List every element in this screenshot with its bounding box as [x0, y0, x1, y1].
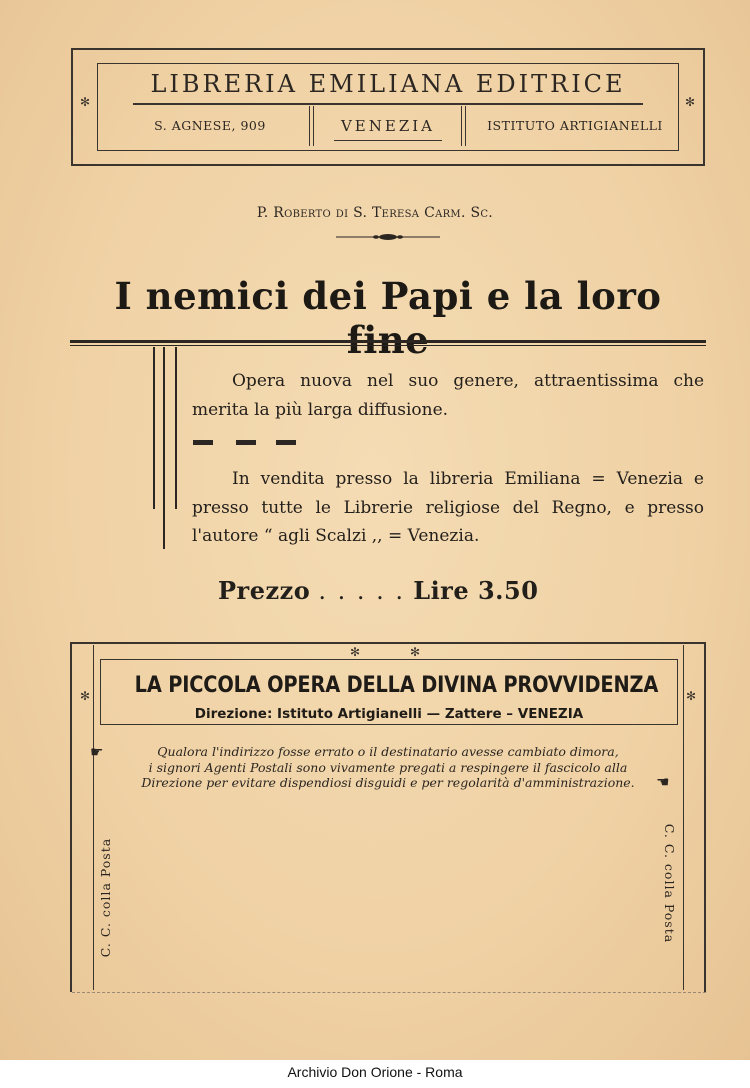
header-rule — [133, 103, 643, 105]
publisher-institute: ISTITUTO ARTIGIANELLI — [487, 118, 663, 133]
book-author: P. Roberto di S. Teresa Carm. Sc. — [256, 205, 494, 221]
book-title: I nemici dei Papi e la loro fine — [114, 274, 662, 362]
publisher-name: LIBRERIA EMILIANA EDITRICE — [150, 70, 626, 98]
separator-dash — [193, 440, 213, 445]
book-description: Opera nuova nel suo genere, attraentissima che merita la più larga diffusione. — [192, 371, 704, 420]
postal-notice-line: Direzione per evitare dispendiosi disguidi e per regolarità d'amministrazione. — [141, 775, 635, 790]
header-separator — [309, 106, 310, 146]
ornament-icon: ✻ — [79, 689, 91, 703]
price-value: Lire 3.50 — [413, 576, 539, 605]
notice-frame-right — [704, 642, 706, 992]
ornament-icon: ✻ — [79, 95, 91, 109]
decorative-bar — [163, 347, 165, 549]
header-frame-right — [703, 48, 705, 166]
decorative-bar — [153, 347, 155, 509]
decorative-bar — [175, 347, 177, 509]
city-underline — [334, 140, 442, 141]
notice-title: LA PICCOLA OPERA DELLA DIVINA PROVVIDENZA — [134, 673, 659, 698]
pointing-hand-icon: ☛ — [656, 773, 670, 791]
notice-subtitle: Direzione: Istituto Artigianelli — Zattere – VENEZIA — [194, 706, 584, 722]
book-price — [218, 576, 538, 605]
price-label: Prezzo — [218, 576, 311, 605]
book-availability: In vendita presso la libreria Emiliana = Venezia e presso tutte le Librerie religiose del Regno, e presso l'autore “ agli Scalzi ,, = Venezia. — [192, 469, 704, 546]
ornament-icon: ✻ — [349, 645, 361, 659]
postal-notice-line: i signori Agenti Postali sono vivamente pregati a respingere il fascicolo alla — [148, 759, 628, 775]
pointing-hand-icon: ☛ — [90, 743, 104, 761]
title-rule — [70, 340, 706, 343]
ornament-icon: ✻ — [409, 645, 421, 659]
header-separator — [313, 106, 314, 146]
separator-dash — [236, 440, 256, 445]
ornament-icon: ✻ — [685, 689, 697, 703]
bottom-dotted-rule — [72, 992, 706, 993]
notice-frame-left — [70, 642, 72, 992]
postal-notice-line: Qualora l'indirizzo fosse errato o il destinatario avesse cambiato dimora, — [157, 744, 619, 759]
postal-label-right: C. C. colla Posta — [662, 823, 678, 944]
separator-dash — [276, 440, 296, 445]
postal-label-left: C. C. colla Posta — [98, 837, 114, 958]
title-rule — [70, 345, 706, 346]
author-ornament-icon — [336, 232, 440, 242]
publisher-city: VENEZIA — [340, 117, 436, 135]
header-separator — [461, 106, 462, 146]
postal-notice — [128, 744, 648, 791]
archive-credit: Archivio Don Orione - Roma — [287, 1064, 463, 1080]
ornament-icon: ✻ — [684, 95, 696, 109]
notice-frame-top — [70, 642, 706, 644]
price-dots: . . . . . — [318, 577, 406, 605]
publisher-address: S. AGNESE, 909 — [154, 118, 266, 133]
header-frame-left — [71, 48, 73, 166]
header-separator — [465, 106, 466, 146]
